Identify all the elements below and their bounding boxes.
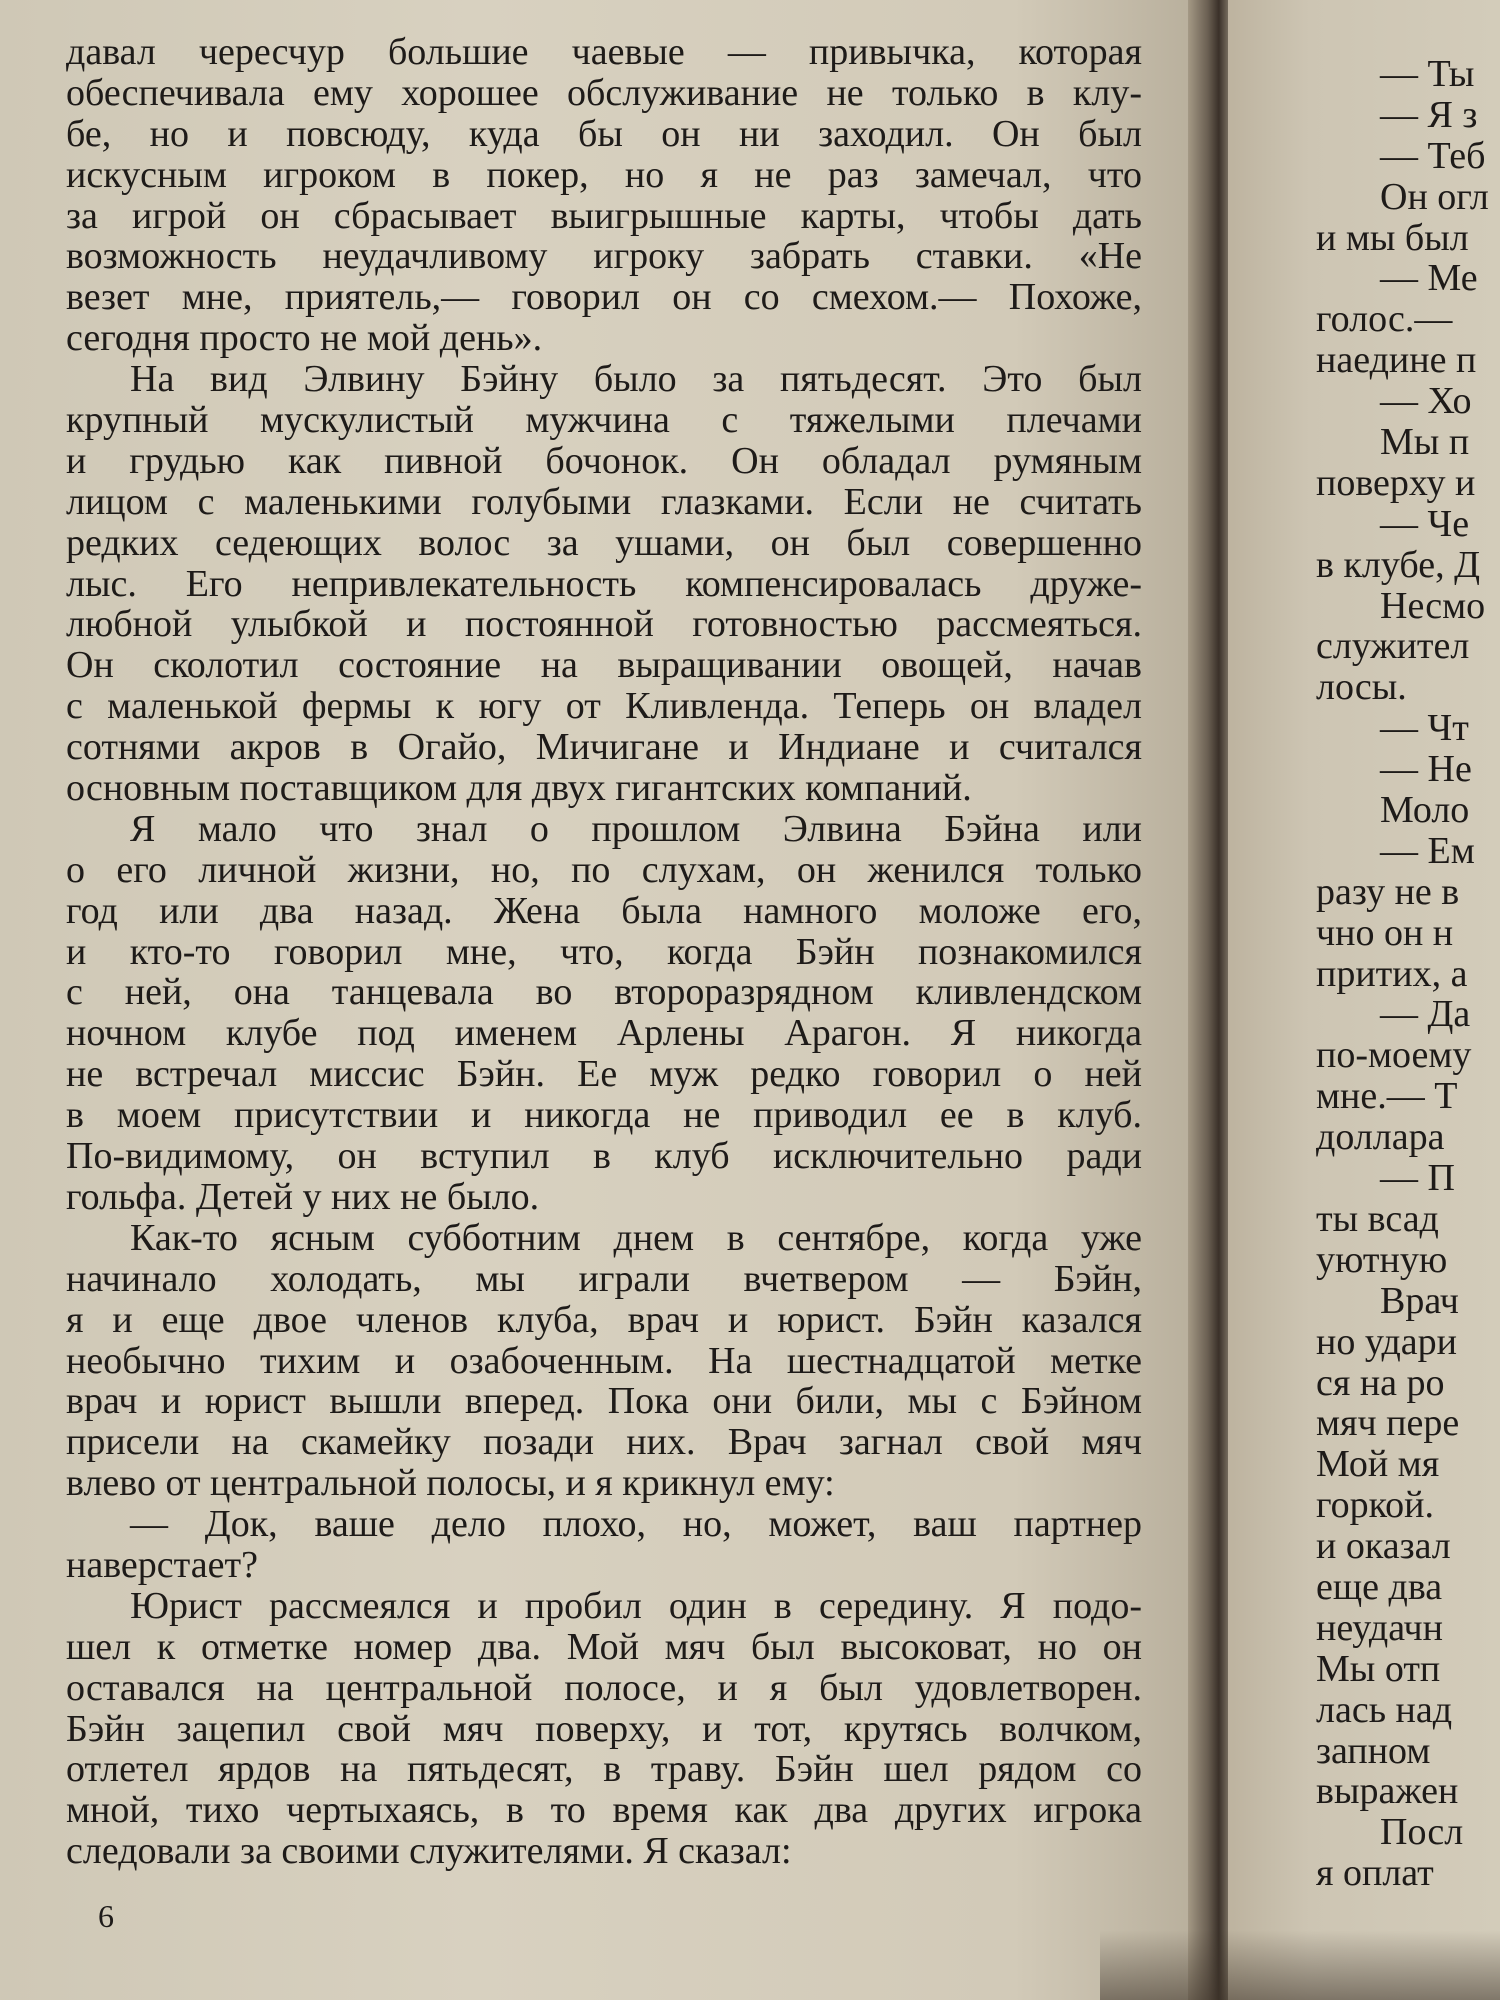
left-page-text bbox=[66, 32, 1142, 1872]
text-line: искусным игроком в покер, но я не раз замечал, что bbox=[66, 153, 1142, 196]
text-line: Врач bbox=[1380, 1279, 1459, 1322]
text-line: везет мне, приятель,— говорил он со смехом.— Похоже, bbox=[66, 276, 1142, 319]
text-line: притих, а bbox=[1316, 952, 1468, 995]
text-line: — П bbox=[1380, 1157, 1455, 1200]
text-line: начинало холодать, мы играли вчетвером — Бэйн, bbox=[66, 1257, 1142, 1300]
text-line: Несмо bbox=[1380, 584, 1486, 627]
text-line: основным поставщиком для двух гигантских компаний. bbox=[66, 767, 972, 810]
text-line: бе, но и повсюду, куда бы он ни заходил. Он был bbox=[66, 112, 1142, 155]
text-line: ты всад bbox=[1316, 1197, 1439, 1240]
text-line: необычно тихим и озабоченным. На шестнадцатой метке bbox=[66, 1339, 1142, 1382]
text-line: Мой мя bbox=[1316, 1443, 1440, 1486]
text-line: поверху и bbox=[1316, 461, 1476, 504]
text-line: и оказал bbox=[1316, 1525, 1451, 1568]
page-shadow bbox=[1100, 1930, 1500, 2000]
page-number: 6 bbox=[98, 1898, 114, 1934]
text-line: — Не bbox=[1380, 748, 1472, 791]
book-gutter bbox=[1188, 0, 1232, 2000]
text-line: любной улыбкой и постоянной готовностью рассмеяться. bbox=[66, 603, 1142, 646]
text-line: — Че bbox=[1380, 502, 1470, 545]
text-line: присели на скамейку позади них. Врач загнал свой мяч bbox=[66, 1421, 1142, 1464]
text-line: мной, тихо чертыхаясь, в то время как два других игрока bbox=[66, 1789, 1142, 1832]
text-line: о его личной жизни, но, по слухам, он женился только bbox=[66, 848, 1142, 891]
text-line: Я мало что знал о прошлом Элвина Бэйна или bbox=[130, 807, 1142, 850]
text-line: наверстает? bbox=[66, 1543, 258, 1586]
text-line: следовали за своими служителями. Я сказал: bbox=[66, 1830, 792, 1873]
text-line: — Ты bbox=[1380, 53, 1475, 95]
text-line: — Хо bbox=[1380, 380, 1472, 423]
text-line: редких седеющих волос за ушами, он был совершенно bbox=[66, 521, 1142, 564]
text-line: — Ем bbox=[1380, 829, 1475, 872]
text-line: и грудью как пивной бочонок. Он обладал румяным bbox=[66, 439, 1142, 482]
text-line: выражен bbox=[1316, 1770, 1459, 1813]
text-line: служител bbox=[1316, 625, 1470, 668]
text-line: разу не в bbox=[1316, 870, 1460, 913]
text-line: ночном клубе под именем Арлены Арагон. Я никогда bbox=[66, 1012, 1142, 1055]
text-line: не встречал миссис Бэйн. Ее муж редко говорил о ней bbox=[66, 1053, 1142, 1096]
right-page-text bbox=[1316, 54, 1500, 1894]
text-line: крупный мускулистый мужчина с тяжелыми плечами bbox=[66, 399, 1142, 442]
text-line: — Ме bbox=[1380, 257, 1478, 300]
text-line: возможность неудачливому игроку забрать ставки. «Не bbox=[66, 235, 1142, 278]
text-line: Как-то ясным субботним днем в сентябре, когда уже bbox=[130, 1216, 1142, 1259]
text-line: сотнями акров в Огайо, Мичигане и Индиане и считался bbox=[66, 726, 1142, 769]
text-line: мне.— Т bbox=[1316, 1075, 1458, 1118]
text-line: я оплат bbox=[1316, 1852, 1434, 1895]
text-line: неудачн bbox=[1316, 1606, 1443, 1649]
text-line: Моло bbox=[1380, 789, 1470, 832]
text-line: Мы отп bbox=[1316, 1647, 1441, 1690]
text-line: лась над bbox=[1316, 1688, 1453, 1731]
text-line: я и еще двое членов клуба, врач и юрист. Бэйн казался bbox=[66, 1298, 1142, 1341]
text-line: На вид Элвину Бэйну было за пятьдесят. Это был bbox=[130, 358, 1142, 401]
text-line: оставался на центральной полосе, и я был удовлетворен. bbox=[66, 1666, 1142, 1709]
text-line: и кто-то говорил мне, что, когда Бэйн познакомился bbox=[66, 930, 1142, 973]
text-line: по-моему bbox=[1316, 1034, 1472, 1077]
text-line: — Чт bbox=[1380, 707, 1469, 750]
text-line: с маленькой фермы к югу от Кливленда. Теперь он владел bbox=[66, 685, 1142, 728]
text-line: лицом с маленькими голубыми глазками. Если не считать bbox=[66, 480, 1142, 523]
text-line: давал чересчур большие чаевые — привычка, которая bbox=[66, 31, 1142, 73]
text-line: лосы. bbox=[1316, 666, 1407, 709]
text-line: запном bbox=[1316, 1729, 1431, 1772]
text-line: — Док, ваше дело плохо, но, может, ваш партнер bbox=[130, 1503, 1142, 1546]
text-line: ся на ро bbox=[1316, 1361, 1445, 1404]
text-line: с ней, она танцевала во второразрядном кливлендском bbox=[66, 971, 1142, 1014]
text-line: в клубе, Д bbox=[1316, 543, 1480, 586]
text-line: доллара bbox=[1316, 1116, 1445, 1159]
text-line: мяч пере bbox=[1316, 1402, 1460, 1445]
text-line: уютную bbox=[1316, 1238, 1448, 1281]
text-line: отлетел ярдов на пятьдесят, в траву. Бэйн шел рядом со bbox=[66, 1748, 1142, 1791]
text-line: — Да bbox=[1380, 993, 1471, 1036]
text-line: — Теб bbox=[1380, 134, 1486, 177]
text-line: голос.— bbox=[1316, 298, 1453, 341]
text-line: По-видимому, он вступил в клуб исключительно ради bbox=[66, 1135, 1142, 1178]
text-line: за игрой он сбрасывает выигрышные карты, чтобы дать bbox=[66, 194, 1142, 237]
text-line: обеспечивала ему хорошее обслуживание не только в клу- bbox=[66, 71, 1142, 114]
text-line: влево от центральной полосы, и я крикнул ему: bbox=[66, 1462, 835, 1505]
text-line: Он огл bbox=[1380, 175, 1489, 218]
text-line: и мы был bbox=[1316, 216, 1469, 259]
text-line: гольфа. Детей у них не было. bbox=[66, 1175, 540, 1218]
text-line: но удари bbox=[1316, 1320, 1457, 1363]
text-line: Юрист рассмеялся и пробил один в середину. Я подо- bbox=[130, 1584, 1142, 1627]
text-line: сегодня просто не мой день». bbox=[66, 317, 543, 360]
text-line: еще два bbox=[1316, 1565, 1443, 1608]
text-line: Он сколотил состояние на выращивании овощей, начав bbox=[66, 644, 1142, 687]
text-line: лыс. Его непривлекательность компенсировалась друже- bbox=[66, 562, 1142, 605]
text-line: Мы п bbox=[1380, 421, 1470, 464]
text-line: горкой. bbox=[1316, 1484, 1435, 1527]
text-line: врач и юрист вышли вперед. Пока они били, мы с Бэйном bbox=[66, 1380, 1142, 1423]
text-line: — Я з bbox=[1380, 93, 1478, 136]
text-line: Посл bbox=[1380, 1811, 1464, 1854]
text-line: шел к отметке номер два. Мой мяч был высоковат, но он bbox=[66, 1625, 1142, 1668]
text-line: чно он н bbox=[1316, 911, 1454, 954]
text-line: Бэйн зацепил свой мяч поверху, и тот, крутясь волчком, bbox=[66, 1707, 1142, 1750]
text-line: в моем присутствии и никогда не приводил ее в клуб. bbox=[66, 1094, 1142, 1137]
text-line: наедине п bbox=[1316, 339, 1477, 382]
text-line: год или два назад. Жена была намного моложе его, bbox=[66, 889, 1142, 932]
